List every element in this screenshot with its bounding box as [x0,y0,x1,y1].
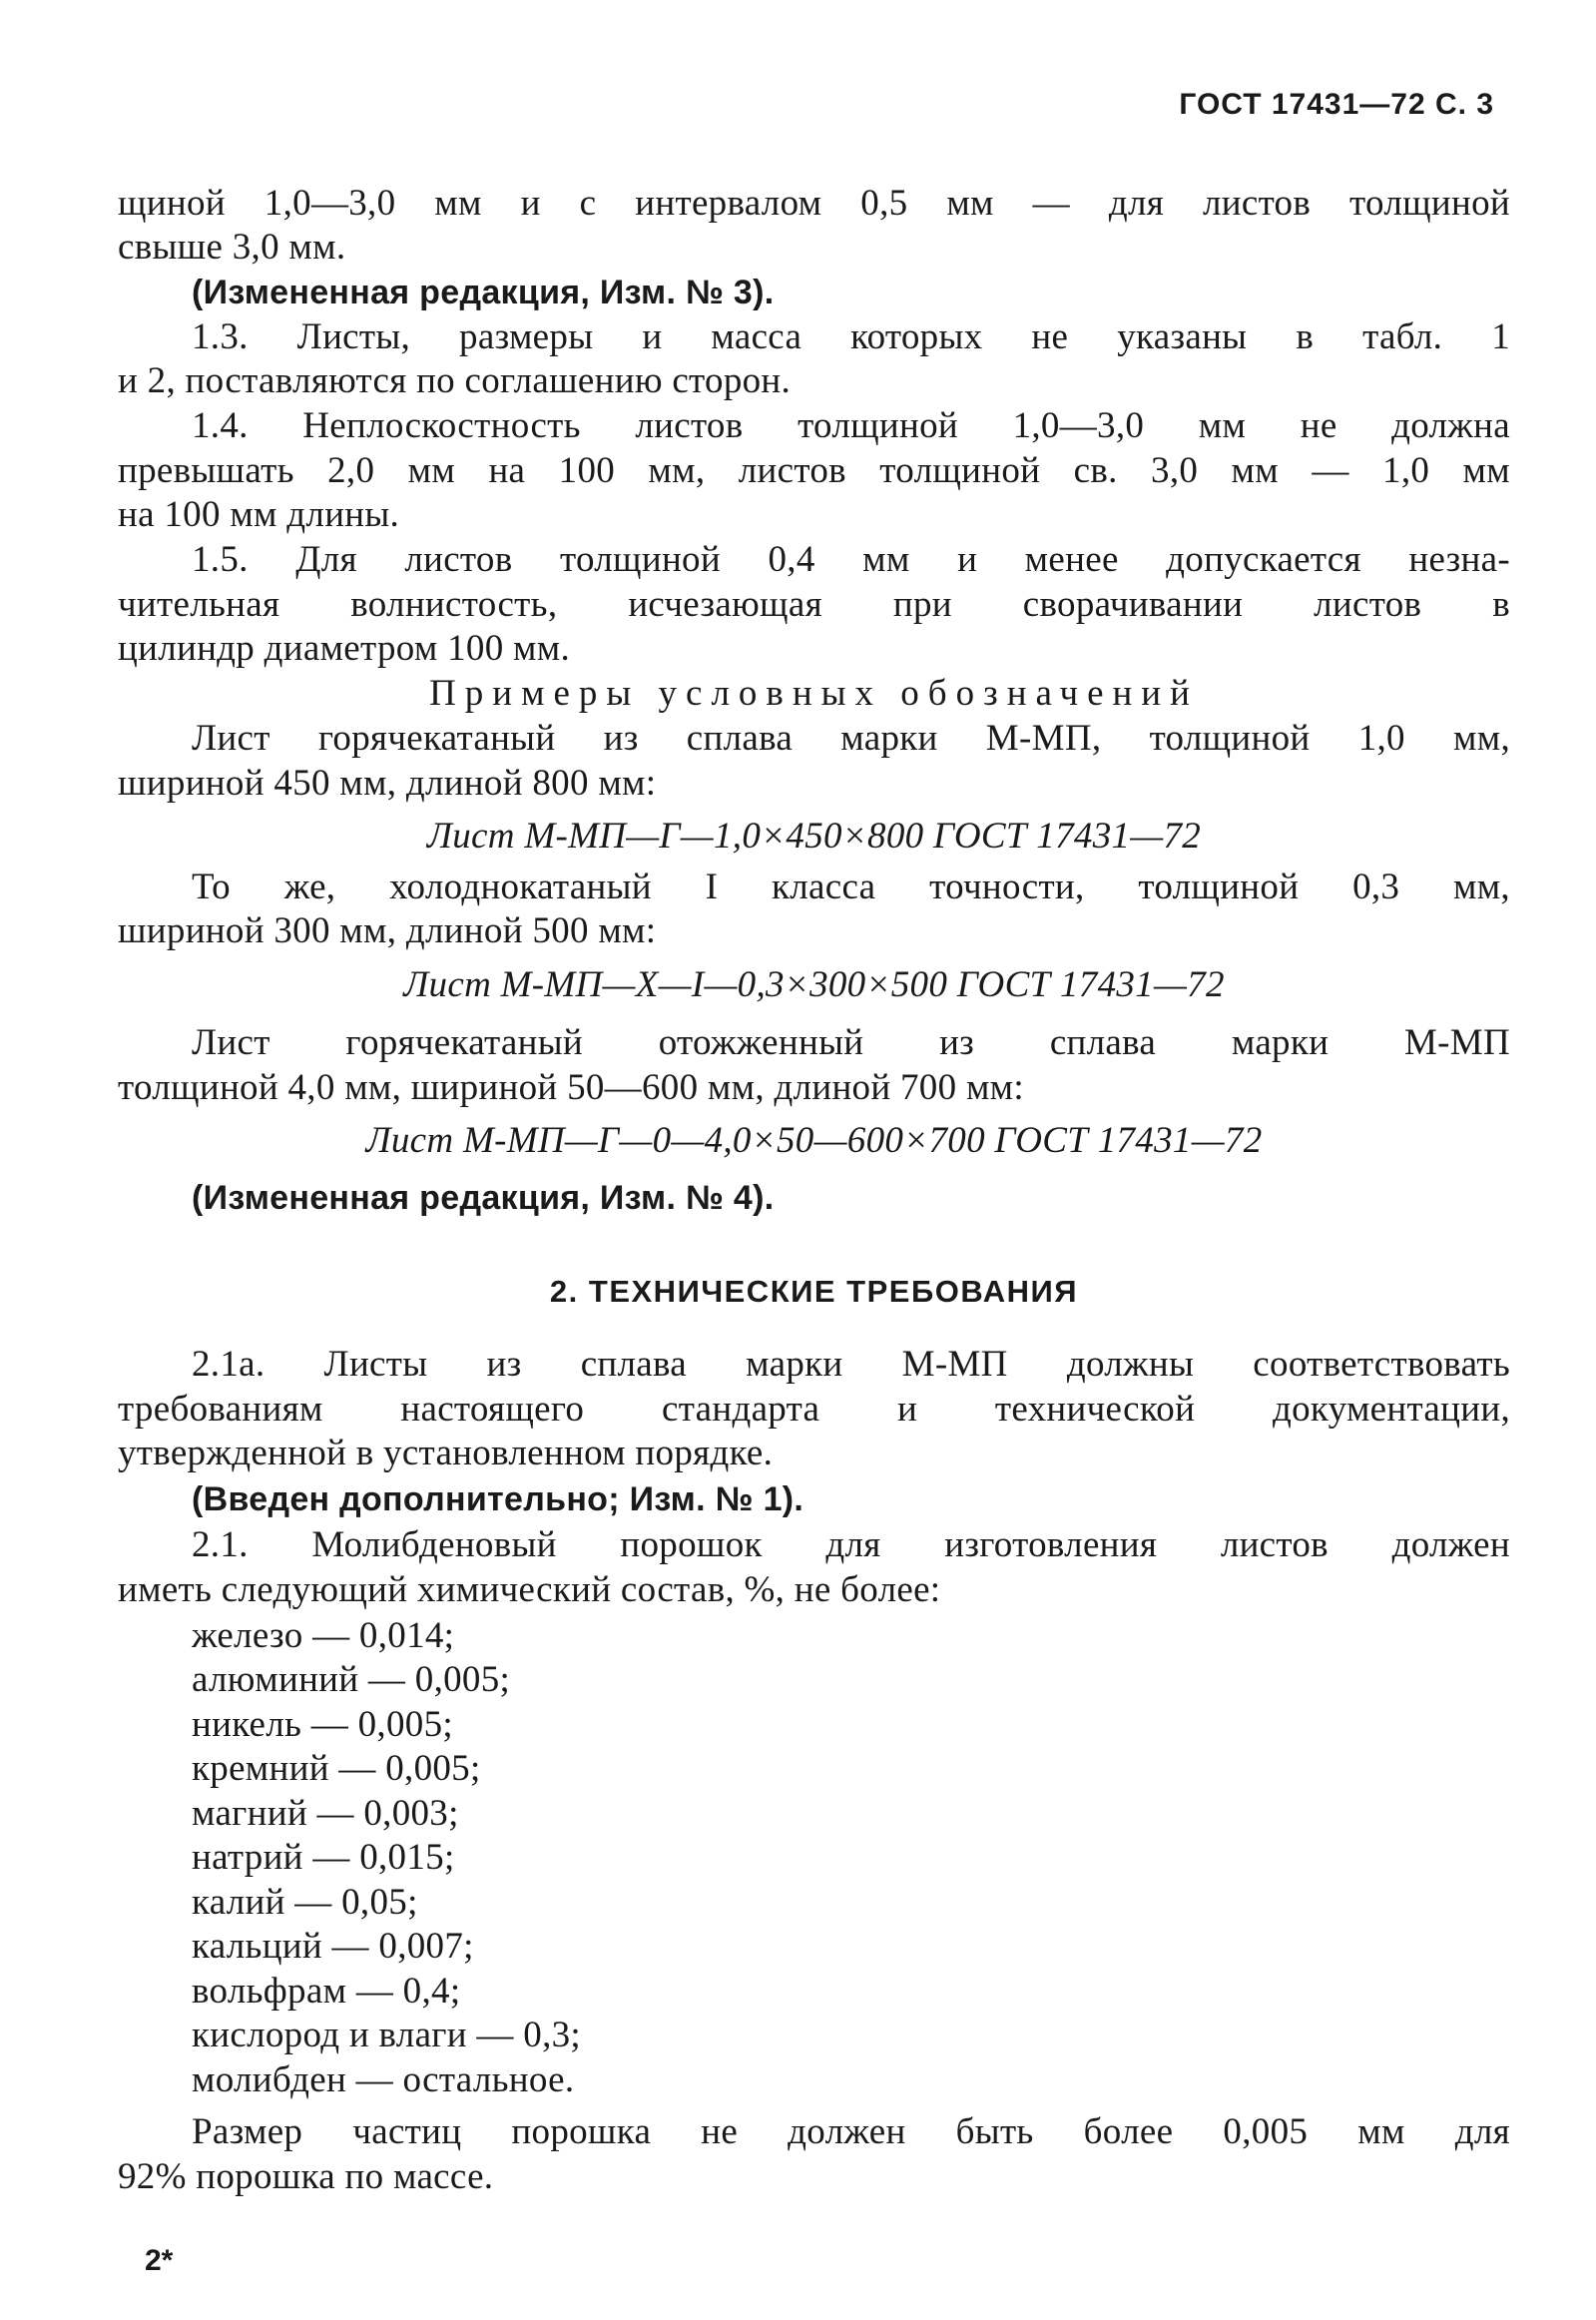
composition-item: молибден — остальное. [192,2059,575,2100]
text-line: 1.5. Для листов толщиной 0,4 мм и менее допускается незна- [192,539,1510,580]
composition-item: калий — 0,05; [192,1882,418,1923]
text-line: требованиям настоящего стандарта и технической документации, [118,1389,1510,1430]
composition-item: натрий — 0,015; [192,1837,455,1878]
composition-item: кремний — 0,005; [192,1748,481,1789]
text-line: и 2, поставляются по соглашению сторон. [118,360,792,401]
text-line: шириной 450 мм, длиной 800 мм: [118,763,657,804]
designation-example: Лист М-МП—Г—1,0×450×800 ГОСТ 17431—72 [426,816,1202,857]
text-line: 1.3. Листы, размеры и масса которых не указаны в табл. 1 [192,316,1510,357]
text-line: на 100 мм длины. [118,494,400,535]
text-line: толщиной 4,0 мм, шириной 50—600 мм, длиной 700 мм: [118,1067,1024,1108]
section-heading: 2. ТЕХНИЧЕСКИЕ ТРЕБОВАНИЯ [549,1274,1079,1309]
text-line: цилиндр диаметром 100 мм. [118,628,571,669]
text-line: Лист горячекатаный отожженный из сплава марки М-МП [192,1022,1510,1063]
amendment-note: (Введен дополнительно; Изм. № 1). [192,1480,804,1518]
composition-item: вольфрам — 0,4; [192,1971,461,2012]
composition-item: никель — 0,005; [192,1704,453,1745]
text-line: свыше 3,0 мм. [118,227,346,268]
text-line: чительная волнистость, исчезающая при сворачивании листов в [118,584,1510,625]
examples-heading: Примеры условных обозначений [429,673,1199,714]
text-line: 1.4. Неплоскостность листов толщиной 1,0—3,0 мм не должна [192,405,1510,446]
text-line: утвержденной в установленном порядке. [118,1433,774,1473]
composition-item: кислород и влаги — 0,3; [192,2015,581,2055]
amendment-note: (Измененная редакция, Изм. № 3). [192,274,775,311]
page-footer-mark: 2* [145,2244,174,2277]
amendment-note: (Измененная редакция, Изм. № 4). [192,1179,775,1217]
text-line: 2.1а. Листы из сплава марки М-МП должны соответствовать [192,1344,1510,1385]
text-line: иметь следующий химический состав, %, не более: [118,1569,941,1610]
composition-item: магний — 0,003; [192,1793,459,1834]
composition-item: железо — 0,014; [192,1615,455,1656]
text-line: щиной 1,0—3,0 мм и с интервалом 0,5 мм — для листов толщиной [118,183,1510,224]
text-line: превышать 2,0 мм на 100 мм, листов толщиной св. 3,0 мм — 1,0 мм [118,450,1510,491]
text-line: 2.1. Молибденовый порошок для изготовления листов должен [192,1524,1510,1565]
page-header: ГОСТ 17431—72 С. 3 [1179,88,1494,121]
text-line: Размер частиц порошка не должен быть более 0,005 мм для [192,2111,1510,2152]
designation-example: Лист М-МП—Х—I—0,3×300×500 ГОСТ 17431—72 [403,964,1225,1005]
text-line: То же, холоднокатаный I класса точности, толщиной 0,3 мм, [192,867,1510,907]
text-line: Лист горячекатаный из сплава марки М-МП, толщиной 1,0 мм, [192,718,1510,759]
composition-item: кальций — 0,007; [192,1926,474,1967]
text-line: 92% порошка по массе. [118,2156,494,2197]
designation-example: Лист М-МП—Г—0—4,0×50—600×700 ГОСТ 17431—72 [365,1120,1263,1161]
composition-item: алюминий — 0,005; [192,1659,511,1700]
text-line: шириной 300 мм, длиной 500 мм: [118,910,657,951]
